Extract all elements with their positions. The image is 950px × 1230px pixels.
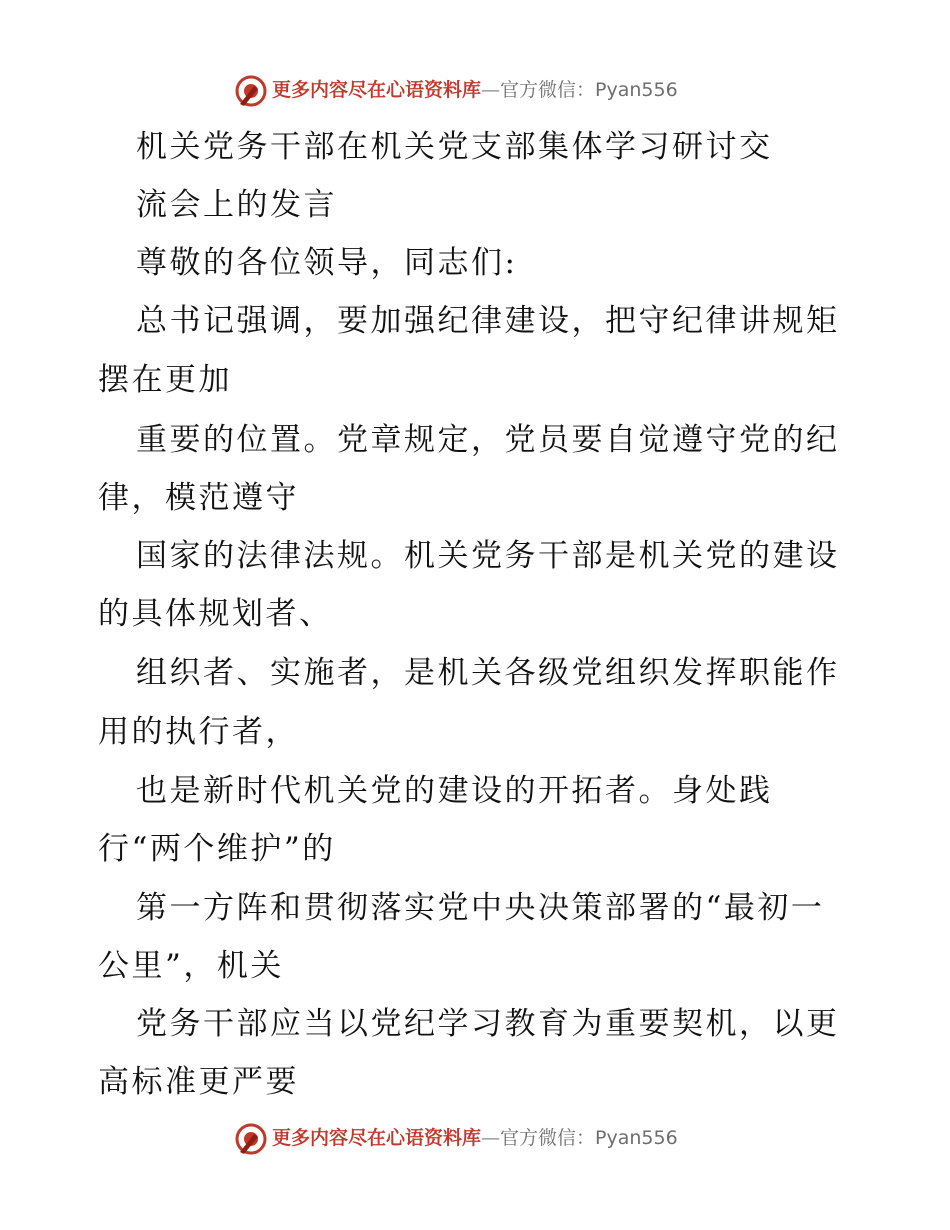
body-line: 党务干部应当以党纪学习教育为重要契机，以更 <box>136 1006 840 1042</box>
watermark-banner-bottom <box>0 1120 950 1160</box>
watermark-contact-id: Pyan556 <box>595 1127 678 1149</box>
body-line: 重要的位置。党章规定，党员要自觉遵守党的纪 <box>136 422 840 458</box>
body-line: 用的执行者， <box>98 714 299 750</box>
body-line: 公里”，机关 <box>98 948 284 984</box>
body-line: 摆在更加 <box>98 362 232 398</box>
pen-circle-icon <box>234 1122 268 1156</box>
watermark-banner-top <box>0 72 950 112</box>
pen-circle-icon <box>234 74 268 108</box>
body-line: 总书记强调，要加强纪律建设，把守纪律讲规矩 <box>136 303 840 339</box>
body-line: 高标准更严要 <box>98 1064 299 1100</box>
body-line: 组织者、实施者，是机关各级党组织发挥职能作 <box>136 655 840 691</box>
watermark-site-text: 更多内容尽在心语资料库 <box>272 1127 482 1149</box>
watermark-text <box>272 1126 678 1150</box>
document-title-line-1: 机关党务干部在机关党支部集体学习研讨交 <box>136 129 773 165</box>
body-line: 第一方阵和贯彻落实党中央决策部署的“最初一 <box>136 890 825 926</box>
watermark-text <box>272 78 678 102</box>
body-line: 行“两个维护”的 <box>98 831 336 867</box>
salutation: 尊敬的各位领导，同志们: <box>136 245 518 281</box>
document-title-line-2: 流会上的发言 <box>136 187 337 223</box>
watermark-contact-id: Pyan556 <box>595 79 678 101</box>
body-line: 也是新时代机关党的建设的开拓者。身处践 <box>136 773 773 809</box>
body-line: 律，模范遵守 <box>98 480 299 516</box>
body-line: 国家的法律法规。机关党务干部是机关党的建设 <box>136 538 840 574</box>
watermark-dash: — <box>481 1127 501 1149</box>
body-line: 的具体规划者、 <box>98 596 333 632</box>
watermark-contact-label: 官方微信： <box>500 1127 596 1149</box>
watermark-site-text: 更多内容尽在心语资料库 <box>272 79 482 101</box>
watermark-dash: — <box>481 79 501 101</box>
watermark-contact-label: 官方微信： <box>500 79 596 101</box>
